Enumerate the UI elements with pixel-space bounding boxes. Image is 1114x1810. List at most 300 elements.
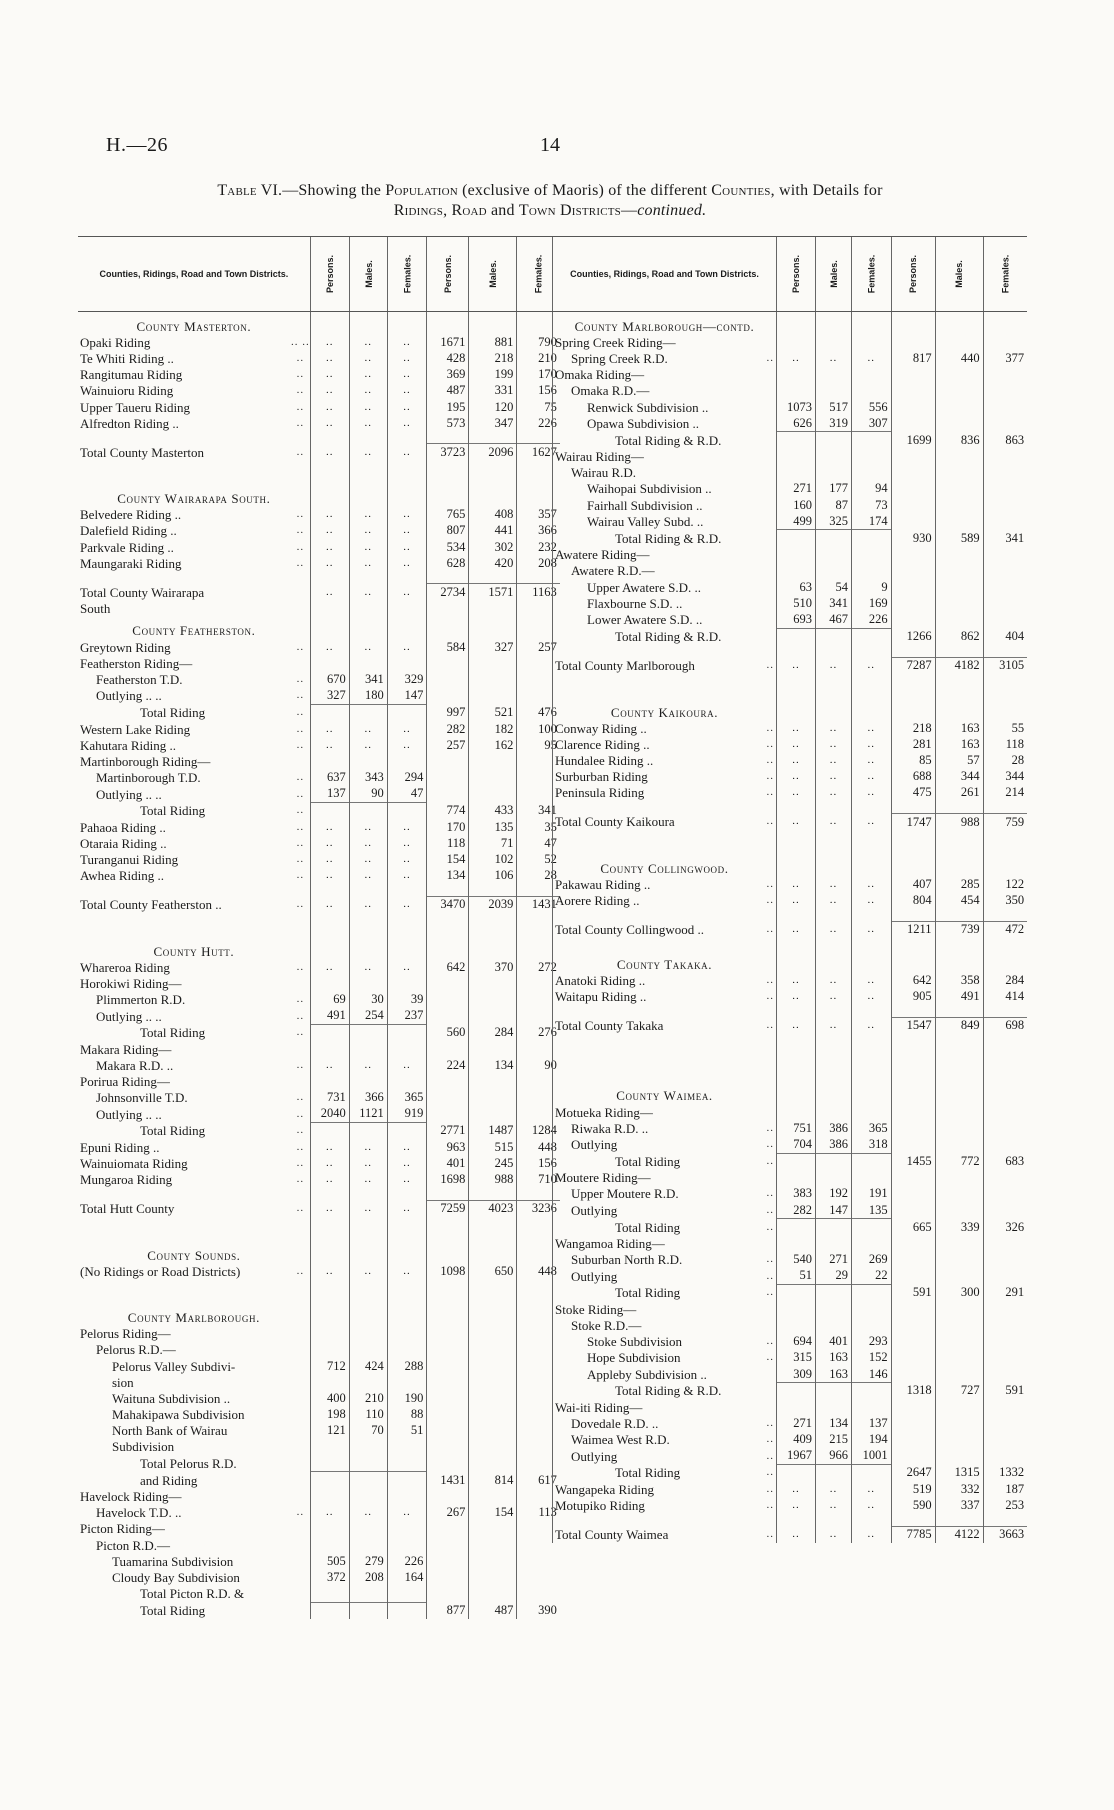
caption-text: Counties: [711, 182, 771, 199]
empty-cell: [777, 698, 816, 720]
empty-cell: [816, 628, 852, 645]
empty-cell: [983, 1399, 1027, 1415]
empty-cell: [427, 1008, 469, 1025]
empty-cell: [777, 312, 816, 335]
sub-persons-value: 670: [310, 671, 349, 687]
sub-persons-value: 271: [777, 481, 816, 497]
empty-cell: [777, 1034, 816, 1046]
sub-persons-value: 137: [310, 786, 349, 803]
empty-cell: [469, 1521, 517, 1537]
row-label: Wangapeka Riding: [553, 1481, 765, 1497]
empty-cell: [427, 1423, 469, 1439]
empty-cell: [935, 854, 983, 876]
persons-value: 560: [427, 1024, 469, 1041]
sub-persons-value: 731: [310, 1090, 349, 1106]
leader-dots: ..: [310, 1155, 349, 1171]
table-row: [553, 1252, 1028, 1268]
males-value: 4122: [935, 1526, 983, 1543]
header-label: Males.: [487, 260, 498, 288]
empty-cell: [349, 601, 387, 617]
table-row: [553, 1465, 1028, 1482]
empty-cell: [891, 497, 935, 513]
empty-cell: [983, 645, 1027, 658]
empty-cell: [427, 1188, 469, 1201]
empty-cell: [983, 399, 1027, 415]
empty-cell: [553, 645, 765, 658]
leader-dots: ..: [387, 507, 427, 523]
empty-cell: [777, 1235, 816, 1251]
leader-dots: [291, 1439, 310, 1455]
row-label: Wairau Valley Subd. ..: [553, 513, 765, 530]
leader-dots: ..: [766, 1187, 774, 1200]
leader-dots: ..: [349, 350, 387, 366]
empty-cell: [765, 674, 777, 686]
empty-cell: [983, 1005, 1027, 1018]
empty-cell: [469, 1455, 517, 1472]
spacer-row: [553, 1058, 1028, 1070]
empty-cell: [387, 473, 427, 485]
leader-dots: ..: [387, 584, 427, 601]
row-label: Alfredton Riding ..: [80, 415, 179, 431]
leader-dots: ..: [310, 868, 349, 884]
leader-dots: ..: [766, 351, 774, 364]
county-total-label: Total County Wairarapa: [80, 584, 205, 600]
persons-value: 905: [891, 988, 935, 1004]
females-value: 344: [983, 769, 1027, 785]
empty-cell: [469, 1390, 517, 1406]
persons-value: 170: [427, 819, 469, 835]
empty-cell: [777, 383, 816, 399]
leader-dots: [291, 1342, 310, 1358]
empty-cell: [777, 1170, 816, 1186]
males-value: 163: [935, 736, 983, 752]
empty-cell: [553, 801, 765, 814]
persons-value: 765: [427, 507, 469, 523]
empty-cell: [291, 431, 310, 444]
empty-cell: [891, 367, 935, 383]
females-value: 326: [983, 1219, 1027, 1236]
leader-dots: ..: [296, 1506, 305, 1519]
empty-cell: [777, 1005, 816, 1018]
empty-cell: [349, 1521, 387, 1537]
empty-cell: [983, 1202, 1027, 1219]
males-value: 134: [469, 1057, 517, 1073]
empty-cell: [777, 432, 816, 449]
table-row: [78, 415, 560, 431]
empty-cell: [78, 1279, 291, 1291]
leader-dots: ..: [387, 1172, 427, 1188]
empty-cell: [349, 1291, 387, 1303]
leader-dots: ..: [296, 540, 305, 553]
empty-cell: [469, 1217, 517, 1229]
leader-dots: ..: [296, 556, 305, 569]
empty-cell: [852, 563, 892, 579]
row-label: Outlying: [553, 1268, 765, 1285]
leader-dots: ..: [777, 785, 816, 801]
leader-dots: [765, 1104, 777, 1120]
males-value: 370: [469, 959, 517, 975]
empty-cell: [427, 884, 469, 897]
empty-cell: [427, 671, 469, 687]
females-value: 284: [983, 972, 1027, 988]
empty-cell: [387, 913, 427, 925]
females-value: 276: [517, 1024, 560, 1041]
table-row: [78, 1139, 560, 1155]
leader-dots: ..: [816, 814, 852, 831]
caption-text: (exclusive of Maoris) of the different: [457, 182, 712, 199]
empty-cell: [427, 1074, 469, 1090]
females-value: 683: [983, 1153, 1027, 1170]
leader-dots: ..: [816, 972, 852, 988]
empty-cell: [310, 1303, 349, 1325]
males-value: 487: [469, 1602, 517, 1619]
row-label: Dovedale R.D. ..: [553, 1416, 765, 1432]
leader-dots: ..: [816, 876, 852, 892]
empty-cell: [310, 925, 349, 937]
table-row: [553, 1219, 1028, 1236]
empty-cell: [469, 1488, 517, 1504]
empty-cell: [852, 1219, 892, 1236]
table-row: [78, 959, 560, 975]
empty-cell: [553, 1005, 765, 1018]
sub-females-value: 9: [852, 579, 892, 595]
empty-cell: [310, 1472, 349, 1489]
county-total-label: Total County Takaka: [553, 1017, 765, 1034]
row-label: South: [80, 601, 111, 617]
empty-cell: [349, 617, 387, 639]
empty-cell: [777, 674, 816, 686]
table-row: [553, 432, 1028, 449]
row-label: Hope Subdivision: [553, 1350, 765, 1366]
empty-cell: [777, 1153, 816, 1170]
empty-cell: [852, 854, 892, 876]
sub-persons-value: 51: [777, 1268, 816, 1285]
row-label: Pakawau Riding ..: [553, 876, 765, 892]
row-label: Motupiko Riding: [553, 1497, 765, 1513]
empty-cell: [935, 1317, 983, 1333]
empty-cell: [983, 854, 1027, 876]
persons-value: 688: [891, 769, 935, 785]
header-label: Males.: [363, 260, 374, 288]
sub-females-value: 237: [387, 1008, 427, 1025]
empty-cell: [852, 801, 892, 814]
row-label: Omaka R.D.—: [553, 383, 765, 399]
empty-cell: [983, 1317, 1027, 1333]
empty-cell: [816, 909, 852, 922]
females-value: 187: [983, 1481, 1027, 1497]
caption-text: Road: [451, 202, 487, 219]
sub-persons-value: 637: [310, 770, 349, 786]
county-heading: County Hutt.: [153, 943, 235, 959]
leader-dots: ..: [310, 555, 349, 571]
empty-cell: [852, 1070, 892, 1082]
row-label: Pelorus R.D.—: [96, 1342, 176, 1358]
table-row: [78, 835, 560, 851]
leader-dots: ..: [349, 737, 387, 753]
empty-cell: [469, 1586, 517, 1603]
males-value: 491: [935, 988, 983, 1004]
empty-cell: [427, 1439, 469, 1455]
persons-value: 7785: [891, 1526, 935, 1543]
empty-cell: [777, 547, 816, 563]
empty-cell: [427, 688, 469, 705]
leader-dots: ..: [296, 1173, 305, 1186]
county-total-row: [553, 657, 1028, 674]
persons-value: 1455: [891, 1153, 935, 1170]
empty-cell: [469, 461, 517, 473]
empty-cell: [469, 1241, 517, 1263]
empty-cell: [816, 801, 852, 814]
empty-cell: [983, 1034, 1027, 1046]
empty-cell: [469, 753, 517, 769]
table-row: [553, 530, 1028, 547]
empty-cell: [935, 1070, 983, 1082]
row-label: Waituna Subdivision ..: [112, 1390, 231, 1406]
leader-dots: [765, 399, 777, 415]
empty-cell: [387, 431, 427, 444]
females-value: 404: [983, 628, 1027, 645]
sub-persons-value: 2040: [310, 1106, 349, 1123]
leader-dots: [291, 601, 310, 617]
county-heading-row: [78, 937, 560, 959]
leader-dots: ..: [766, 815, 774, 828]
empty-cell: [349, 1537, 387, 1553]
females-value: 863: [983, 432, 1027, 449]
leader-dots: ..: [387, 896, 427, 913]
empty-cell: [387, 1303, 427, 1325]
empty-cell: [935, 830, 983, 842]
empty-cell: [983, 909, 1027, 922]
page-number: 14: [540, 134, 560, 156]
empty-cell: [935, 1170, 983, 1186]
empty-cell: [427, 431, 469, 444]
persons-value: 519: [891, 1481, 935, 1497]
empty-cell: [469, 571, 517, 584]
empty-cell: [777, 686, 816, 698]
header-label: Females.: [1000, 254, 1011, 294]
spacer-row: [78, 1188, 560, 1201]
empty-cell: [387, 753, 427, 769]
empty-cell: [935, 1005, 983, 1018]
leader-dots: ..: [310, 350, 349, 366]
leader-dots: ..: [296, 869, 305, 882]
persons-value: 1211: [891, 921, 935, 938]
leader-dots: ..: [349, 851, 387, 867]
empty-cell: [777, 449, 816, 465]
empty-cell: [816, 530, 852, 547]
males-value: 4023: [469, 1200, 517, 1217]
table-row: [78, 367, 560, 383]
spacer-row: [78, 1217, 560, 1229]
empty-cell: [935, 399, 983, 415]
empty-cell: [469, 1279, 517, 1291]
leader-dots: ..: [777, 657, 816, 674]
persons-value: 774: [427, 802, 469, 819]
empty-cell: [891, 1268, 935, 1285]
row-label: (No Ridings or Road Districts): [80, 1263, 241, 1279]
leader-dots: ..: [349, 367, 387, 383]
leader-dots: [291, 1041, 310, 1057]
leader-dots: ..: [766, 1018, 774, 1031]
persons-value: 7287: [891, 657, 935, 674]
empty-cell: [387, 1439, 427, 1455]
row-label: Featherston T.D.: [96, 671, 183, 687]
empty-cell: [891, 1399, 935, 1415]
leader-dots: ..: [296, 400, 305, 413]
leader-dots: ..: [349, 555, 387, 571]
empty-cell: [983, 1186, 1027, 1202]
leader-dots: ..: [310, 1505, 349, 1521]
sub-persons-value: 400: [310, 1390, 349, 1406]
empty-cell: [777, 465, 816, 481]
empty-cell: [427, 786, 469, 803]
empty-cell: [310, 312, 349, 335]
empty-cell: [935, 1235, 983, 1251]
empty-cell: [517, 1553, 560, 1569]
empty-cell: [427, 1488, 469, 1504]
females-value: 1627: [517, 444, 560, 461]
leader-dots: ..: [766, 1269, 774, 1282]
empty-cell: [310, 1586, 349, 1603]
empty-cell: [777, 1285, 816, 1302]
females-value: 1431: [517, 896, 560, 913]
leader-dots: ..: [296, 672, 305, 685]
males-value: 358: [935, 972, 983, 988]
sub-males-value: 163: [816, 1350, 852, 1366]
leader-dots: ..: [296, 368, 305, 381]
leader-dots: ..: [766, 737, 774, 750]
empty-cell: [349, 704, 387, 721]
leader-dots: ..: [387, 1139, 427, 1155]
leader-dots: ..: [777, 921, 816, 938]
females-value: 170: [517, 367, 560, 383]
row-label: Western Lake Riding: [80, 721, 191, 737]
leader-dots: [291, 1569, 310, 1585]
empty-cell: [852, 1104, 892, 1120]
sub-females-value: 329: [387, 671, 427, 687]
sub-females-value: 919: [387, 1106, 427, 1123]
leader-dots: [765, 1383, 777, 1400]
leader-dots: ..: [296, 1157, 305, 1170]
empty-cell: [891, 595, 935, 611]
spacer-row: [78, 431, 560, 444]
empty-cell: [816, 432, 852, 449]
leader-dots: ..: [766, 1499, 774, 1512]
caption-prefix: Table VI.: [217, 182, 283, 199]
empty-cell: [427, 753, 469, 769]
males-value: 199: [469, 367, 517, 383]
empty-cell: [852, 334, 892, 350]
empty-cell: [469, 1090, 517, 1106]
county-heading: County Takaka.: [553, 950, 777, 972]
leader-dots: ..: [310, 737, 349, 753]
leader-dots: ..: [310, 584, 349, 601]
caption-text: —Showing the: [282, 182, 386, 199]
county-heading-row: [553, 312, 1028, 335]
table-row: [78, 1172, 560, 1188]
empty-cell: [891, 1301, 935, 1317]
empty-cell: [777, 1219, 816, 1236]
leader-dots: [765, 415, 777, 432]
table-row: [78, 1537, 560, 1553]
empty-cell: [983, 1268, 1027, 1285]
empty-cell: [891, 950, 935, 972]
leader-dots: ..: [852, 769, 892, 785]
empty-cell: [852, 383, 892, 399]
leader-dots: [291, 753, 310, 769]
leader-dots: ..: [310, 415, 349, 431]
empty-cell: [553, 830, 765, 842]
leader-dots: [291, 1423, 310, 1439]
leader-dots: ..: [777, 876, 816, 892]
table-row: [78, 1407, 560, 1423]
empty-cell: [349, 1342, 387, 1358]
leader-dots: [765, 547, 777, 563]
leader-dots: ..: [777, 350, 816, 366]
row-label: Outlying: [553, 1202, 765, 1219]
leader-dots: ..: [310, 1057, 349, 1073]
empty-cell: [291, 461, 310, 473]
females-value: 448: [517, 1263, 560, 1279]
spacer-row: [553, 1034, 1028, 1046]
county-heading: County Marlborough.: [127, 1309, 260, 1325]
table-row: [553, 547, 1028, 563]
leader-dots: ..: [349, 868, 387, 884]
empty-cell: [935, 1202, 983, 1219]
caption-italic: continued.: [637, 202, 707, 219]
males-value: 433: [469, 802, 517, 819]
leader-dots: ..: [766, 1138, 774, 1151]
empty-cell: [935, 1432, 983, 1448]
empty-cell: [891, 938, 935, 950]
empty-cell: [983, 674, 1027, 686]
row-label: Wainuioru Riding: [80, 383, 174, 399]
females-value: 448: [517, 1139, 560, 1155]
sub-females-value: 190: [387, 1390, 427, 1406]
sub-males-value: 386: [816, 1120, 852, 1136]
sub-males-value: 401: [816, 1334, 852, 1350]
empty-cell: [469, 1569, 517, 1585]
row-label: Whareroa Riding: [80, 959, 170, 975]
leader-dots: ..: [310, 819, 349, 835]
row-label: Outlying .. ..: [96, 688, 162, 704]
leader-dots: [291, 1358, 310, 1374]
row-label: Outlying .. ..: [96, 786, 162, 802]
row-label: Riwaka R.D. ..: [553, 1120, 765, 1136]
table-row: [78, 1602, 560, 1619]
empty-cell: [852, 909, 892, 922]
empty-cell: [349, 1455, 387, 1472]
leader-dots: ..: [296, 960, 305, 973]
leader-dots: [765, 530, 777, 547]
empty-cell: [983, 367, 1027, 383]
row-label: Outlying .. ..: [96, 1008, 162, 1024]
persons-value: 877: [427, 1602, 469, 1619]
empty-cell: [816, 1514, 852, 1527]
row-label: Suburban North R.D.: [553, 1252, 765, 1268]
sub-females-value: 169: [852, 595, 892, 611]
empty-cell: [387, 312, 427, 335]
empty-cell: [891, 1448, 935, 1465]
persons-value: 1671: [427, 334, 469, 350]
empty-cell: [310, 704, 349, 721]
males-value: 589: [935, 530, 983, 547]
females-value: 156: [517, 1155, 560, 1171]
sub-females-value: 194: [852, 1432, 892, 1448]
leader-dots: ..: [349, 1263, 387, 1279]
empty-cell: [935, 1399, 983, 1415]
empty-cell: [983, 1082, 1027, 1104]
